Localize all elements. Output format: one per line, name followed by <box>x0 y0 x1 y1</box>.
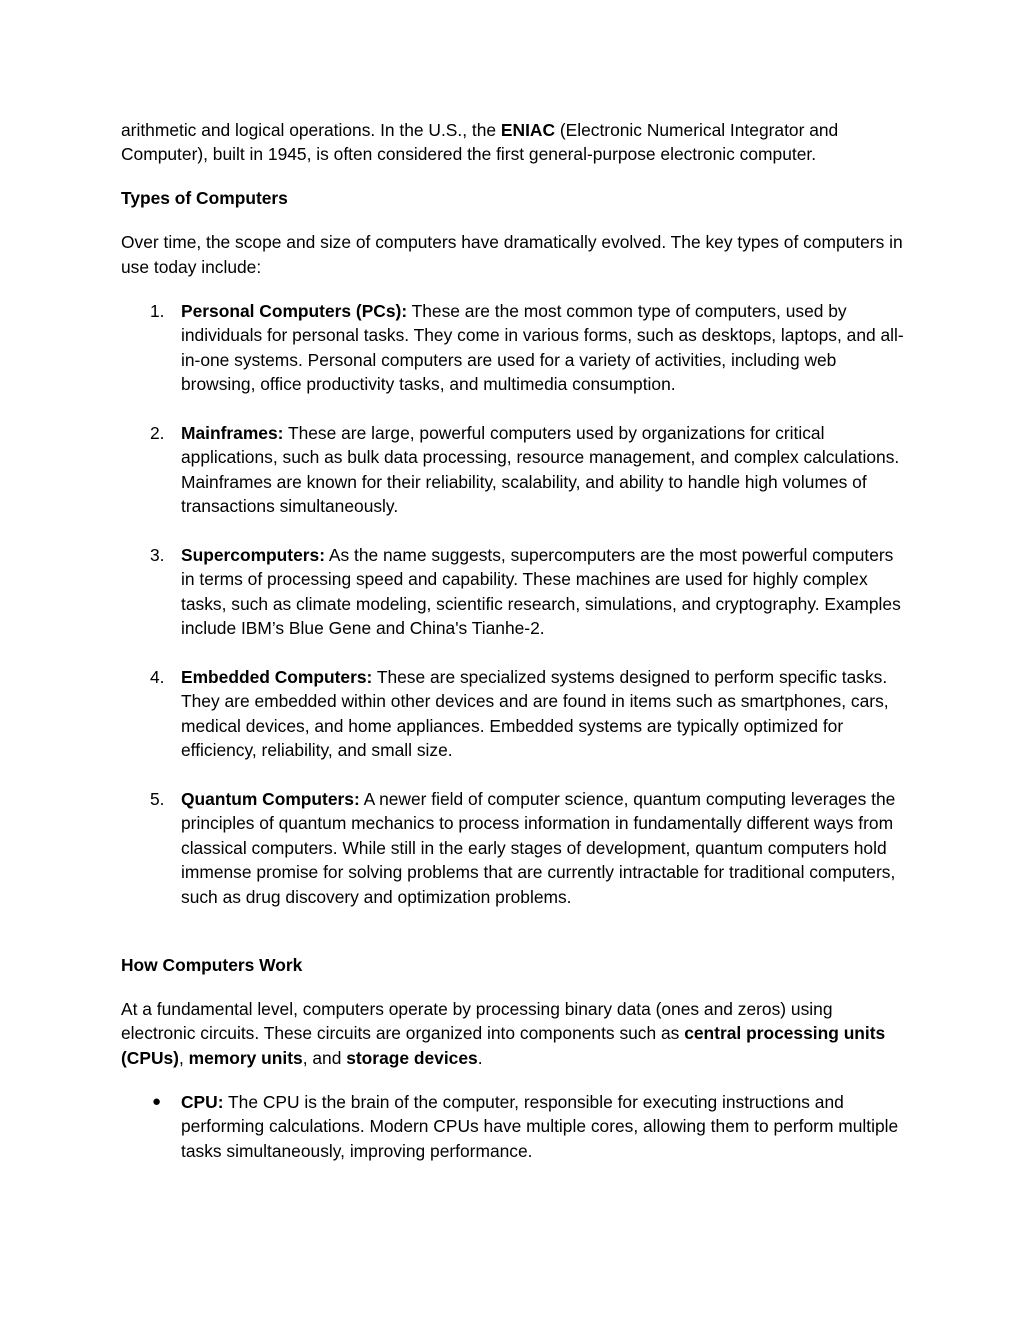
list-item-title: CPU: <box>181 1091 224 1112</box>
document-page <box>121 118 911 1163</box>
cpu-term: central processing units (CPUs) <box>121 1023 886 1068</box>
how-text: , <box>178 1047 189 1068</box>
list-item <box>121 421 911 519</box>
list-item-title: Supercomputers: <box>181 544 325 565</box>
list-item-text: The CPU is the brain of the computer, responsible for executing instructions and performing calculations. Modern CPUs have multiple cores, allowing them to perform multiple tasks simultaneously, improving performance. <box>181 1091 899 1161</box>
list-item-title: Quantum Computers: <box>181 788 360 809</box>
types-heading: Types of Computers <box>121 188 288 209</box>
bullet-icon: ● <box>152 1092 162 1110</box>
list-item-title: Mainframes: <box>181 422 284 443</box>
intro-text: arithmetic and logical operations. In the U.S., the <box>121 120 501 140</box>
list-number: 1. <box>150 300 165 321</box>
list-number: 5. <box>150 788 165 809</box>
list-item-text: These are the most common type of computers, used by individuals for personal tasks. They come in various forms, such as desktops, laptops, and all-in-one systems. Personal computers are used for a variety of activities, including web browsing, office productivity tasks, and multimedia consumption. <box>181 300 904 395</box>
list-item <box>121 543 911 641</box>
storage-term: storage devices <box>346 1047 478 1068</box>
eniac-term: ENIAC <box>500 120 556 140</box>
list-item <box>121 665 911 763</box>
how-paragraph <box>121 997 911 1070</box>
list-number: 3. <box>150 544 165 565</box>
intro-text: (Electronic Numerical Integrator and Computer), built in 1945, is often considered the first general-purpose electronic computer. <box>121 120 839 165</box>
list-number: 2. <box>150 422 165 443</box>
how-text: , and <box>302 1047 347 1068</box>
types-list <box>121 299 911 909</box>
list-item <box>121 299 911 397</box>
intro-paragraph <box>121 118 911 167</box>
memory-term: memory units <box>188 1047 303 1068</box>
list-item <box>121 1090 911 1163</box>
list-number: 4. <box>150 666 165 687</box>
list-item-text: These are large, powerful computers used by organizations for critical applications, such as bulk data processing, resource management, and complex calculations. Mainframes are known for their reliability, scalability, and ability to handle high volumes of transactions simultaneously. <box>181 422 900 517</box>
how-text: . <box>477 1047 483 1068</box>
list-item-title: Personal Computers (PCs): <box>181 300 408 321</box>
list-item <box>121 787 911 909</box>
how-text: At a fundamental level, computers operate by processing binary data (ones and zeros) using electronic circuits. These circuits are organized into components such as <box>121 998 833 1044</box>
list-item-title: Embedded Computers: <box>181 666 373 687</box>
components-list <box>121 1090 911 1163</box>
list-item-text: A newer field of computer science, quantum computing leverages the principles of quantum mechanics to process information in fundamentally different ways from classical computers. While still in the early stages of development, quantum computers hold immense promise for solving problems that are currently intractable for traditional computers, such as drug discovery and optimization problems. <box>181 788 896 907</box>
list-item-text: As the name suggests, supercomputers are the most powerful computers in terms of processing speed and capability. These machines are used for highly complex tasks, such as climate modeling, scientific research, simulations, and cryptography. Examples include IBM’s Blue Gene and China's Tianhe-2. <box>181 544 901 639</box>
how-heading: How Computers Work <box>121 954 303 975</box>
list-item-text: These are specialized systems designed to perform specific tasks. They are embedded within other devices and are found in items such as smartphones, cars, medical devices, and home appliances. Embedded systems are typically optimized for efficiency, reliability, and small size. <box>181 666 889 761</box>
types-intro-paragraph: Over time, the scope and size of computers have dramatically evolved. The key types of computers in use today include: <box>121 232 903 277</box>
